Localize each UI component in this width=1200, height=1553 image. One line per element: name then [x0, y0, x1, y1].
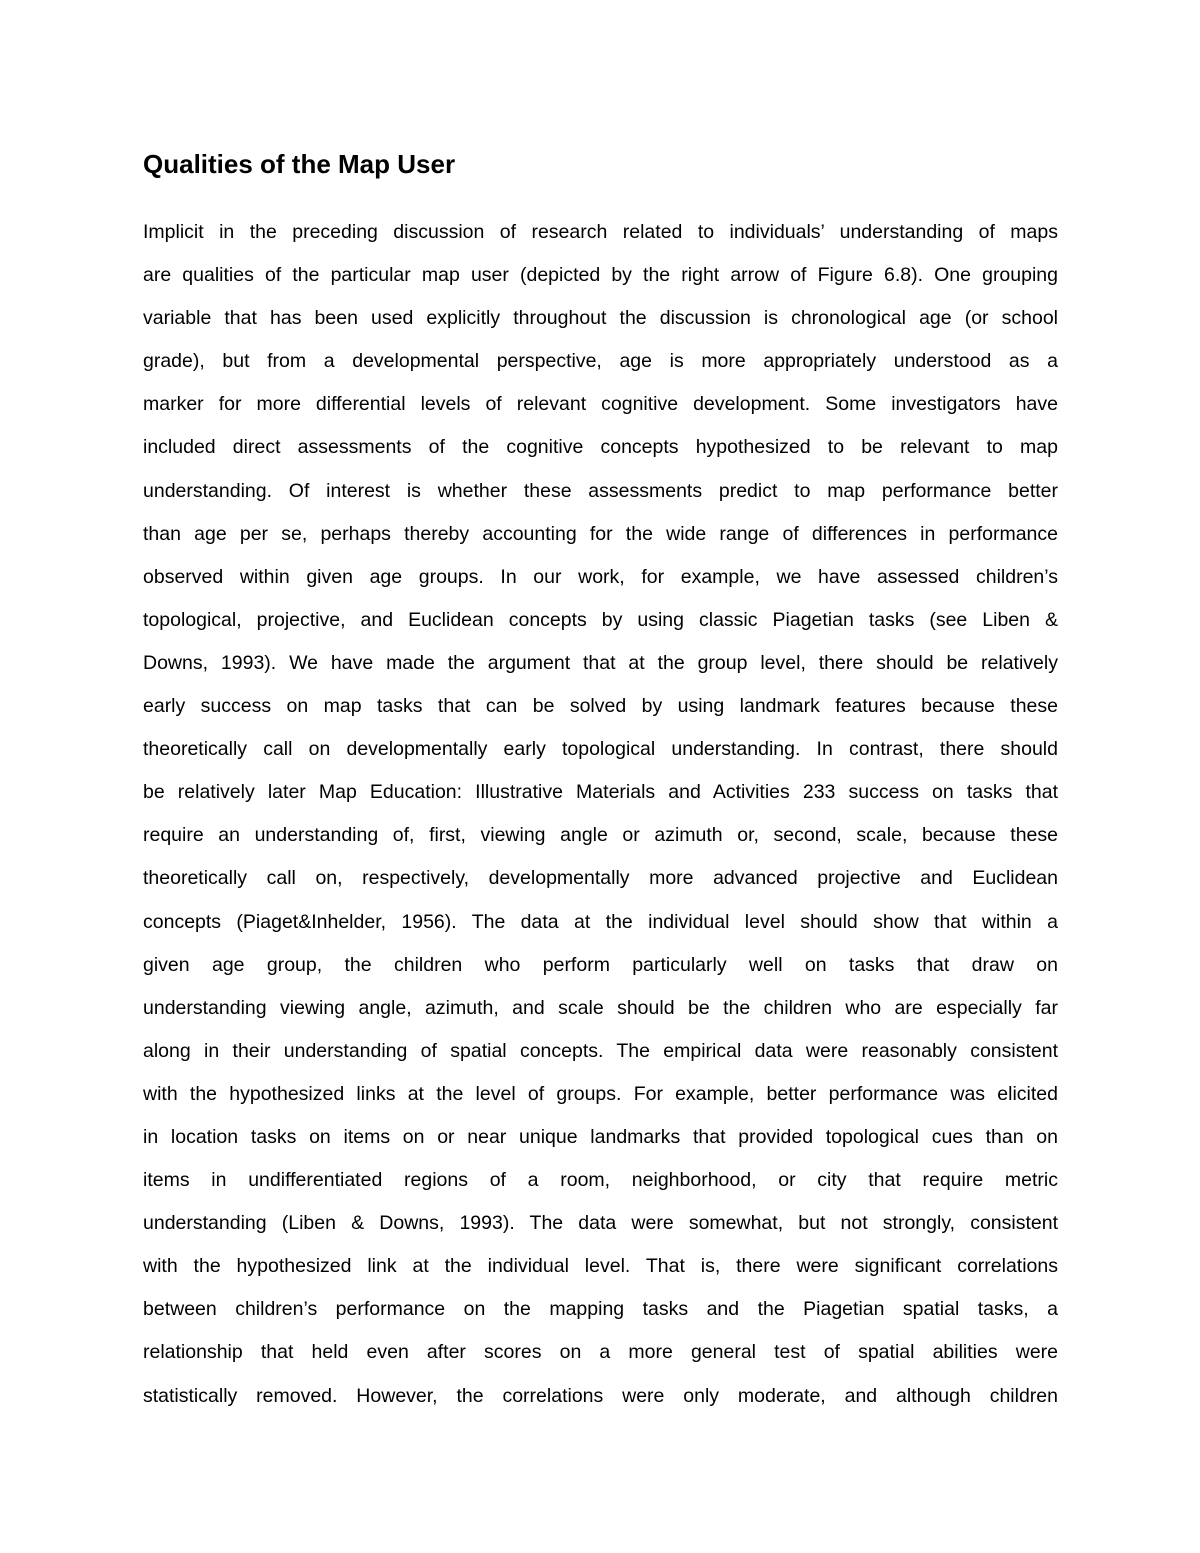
- text-line: early success on map tasks that can be solved by using landmark features because these: [143, 695, 1058, 718]
- text-line: statistically removed. However, the correlations were only moderate, and although children: [143, 1384, 1058, 1407]
- text-line: grade), but from a developmental perspective, age is more appropriately understood as a: [143, 350, 1058, 373]
- text-line: with the hypothesized links at the level of groups. For example, better performance was elicited: [143, 1082, 1058, 1105]
- text-line: relationship that held even after scores on a more general test of spatial abilities were: [143, 1341, 1058, 1364]
- text-line: concepts (Piaget&Inhelder, 1956). The data at the individual level should show that within a: [143, 910, 1058, 933]
- text-line: understanding. Of interest is whether these assessments predict to map performance better: [143, 479, 1058, 502]
- text-line: along in their understanding of spatial concepts. The empirical data were reasonably consistent: [143, 1039, 1058, 1062]
- text-line: Implicit in the preceding discussion of research related to individuals’ understanding of maps: [143, 221, 1058, 243]
- text-line: between children’s performance on the mapping tasks and the Piagetian spatial tasks, a: [143, 1298, 1058, 1321]
- text-line: given age group, the children who perform particularly well on tasks that draw on: [143, 953, 1058, 976]
- text-line: theoretically call on developmentally early topological understanding. In contrast, there should: [143, 738, 1058, 761]
- text-line: understanding (Liben & Downs, 1993). The data were somewhat, but not strongly, consistent: [143, 1212, 1058, 1235]
- text-line: require an understanding of, first, viewing angle or azimuth or, second, scale, because these: [143, 824, 1058, 847]
- text-line: with the hypothesized link at the individual level. That is, there were significant correlations: [143, 1255, 1058, 1278]
- text-line: theoretically call on, respectively, developmentally more advanced projective and Euclidean: [143, 867, 1058, 890]
- text-line: than age per se, perhaps thereby accounting for the wide range of differences in performance: [143, 522, 1058, 545]
- section-heading: Qualities of the Map User: [143, 149, 456, 179]
- text-line: included direct assessments of the cognitive concepts hypothesized to be relevant to map: [143, 436, 1058, 459]
- text-line: in location tasks on items on or near unique landmarks that provided topological cues than on: [143, 1125, 1058, 1148]
- text-line: topological, projective, and Euclidean concepts by using classic Piagetian tasks (see Liben &: [143, 608, 1058, 631]
- text-line: variable that has been used explicitly throughout the discussion is chronological age (or school: [143, 307, 1058, 330]
- text-line: Downs, 1993). We have made the argument that at the group level, there should be relatively: [143, 651, 1058, 674]
- text-line: understanding viewing angle, azimuth, and scale should be the children who are especially far: [143, 996, 1058, 1019]
- text-line: marker for more differential levels of relevant cognitive development. Some investigators have: [143, 393, 1058, 416]
- body-paragraph: [143, 211, 1058, 1418]
- text-line: are qualities of the particular map user (depicted by the right arrow of Figure 6.8). One grouping: [143, 264, 1058, 287]
- text-line: items in undifferentiated regions of a room, neighborhood, or city that require metric: [143, 1169, 1058, 1192]
- text-line: be relatively later Map Education: Illustrative Materials and Activities 233 success on tasks that: [143, 781, 1058, 804]
- text-line: observed within given age groups. In our work, for example, we have assessed children’s: [143, 565, 1058, 588]
